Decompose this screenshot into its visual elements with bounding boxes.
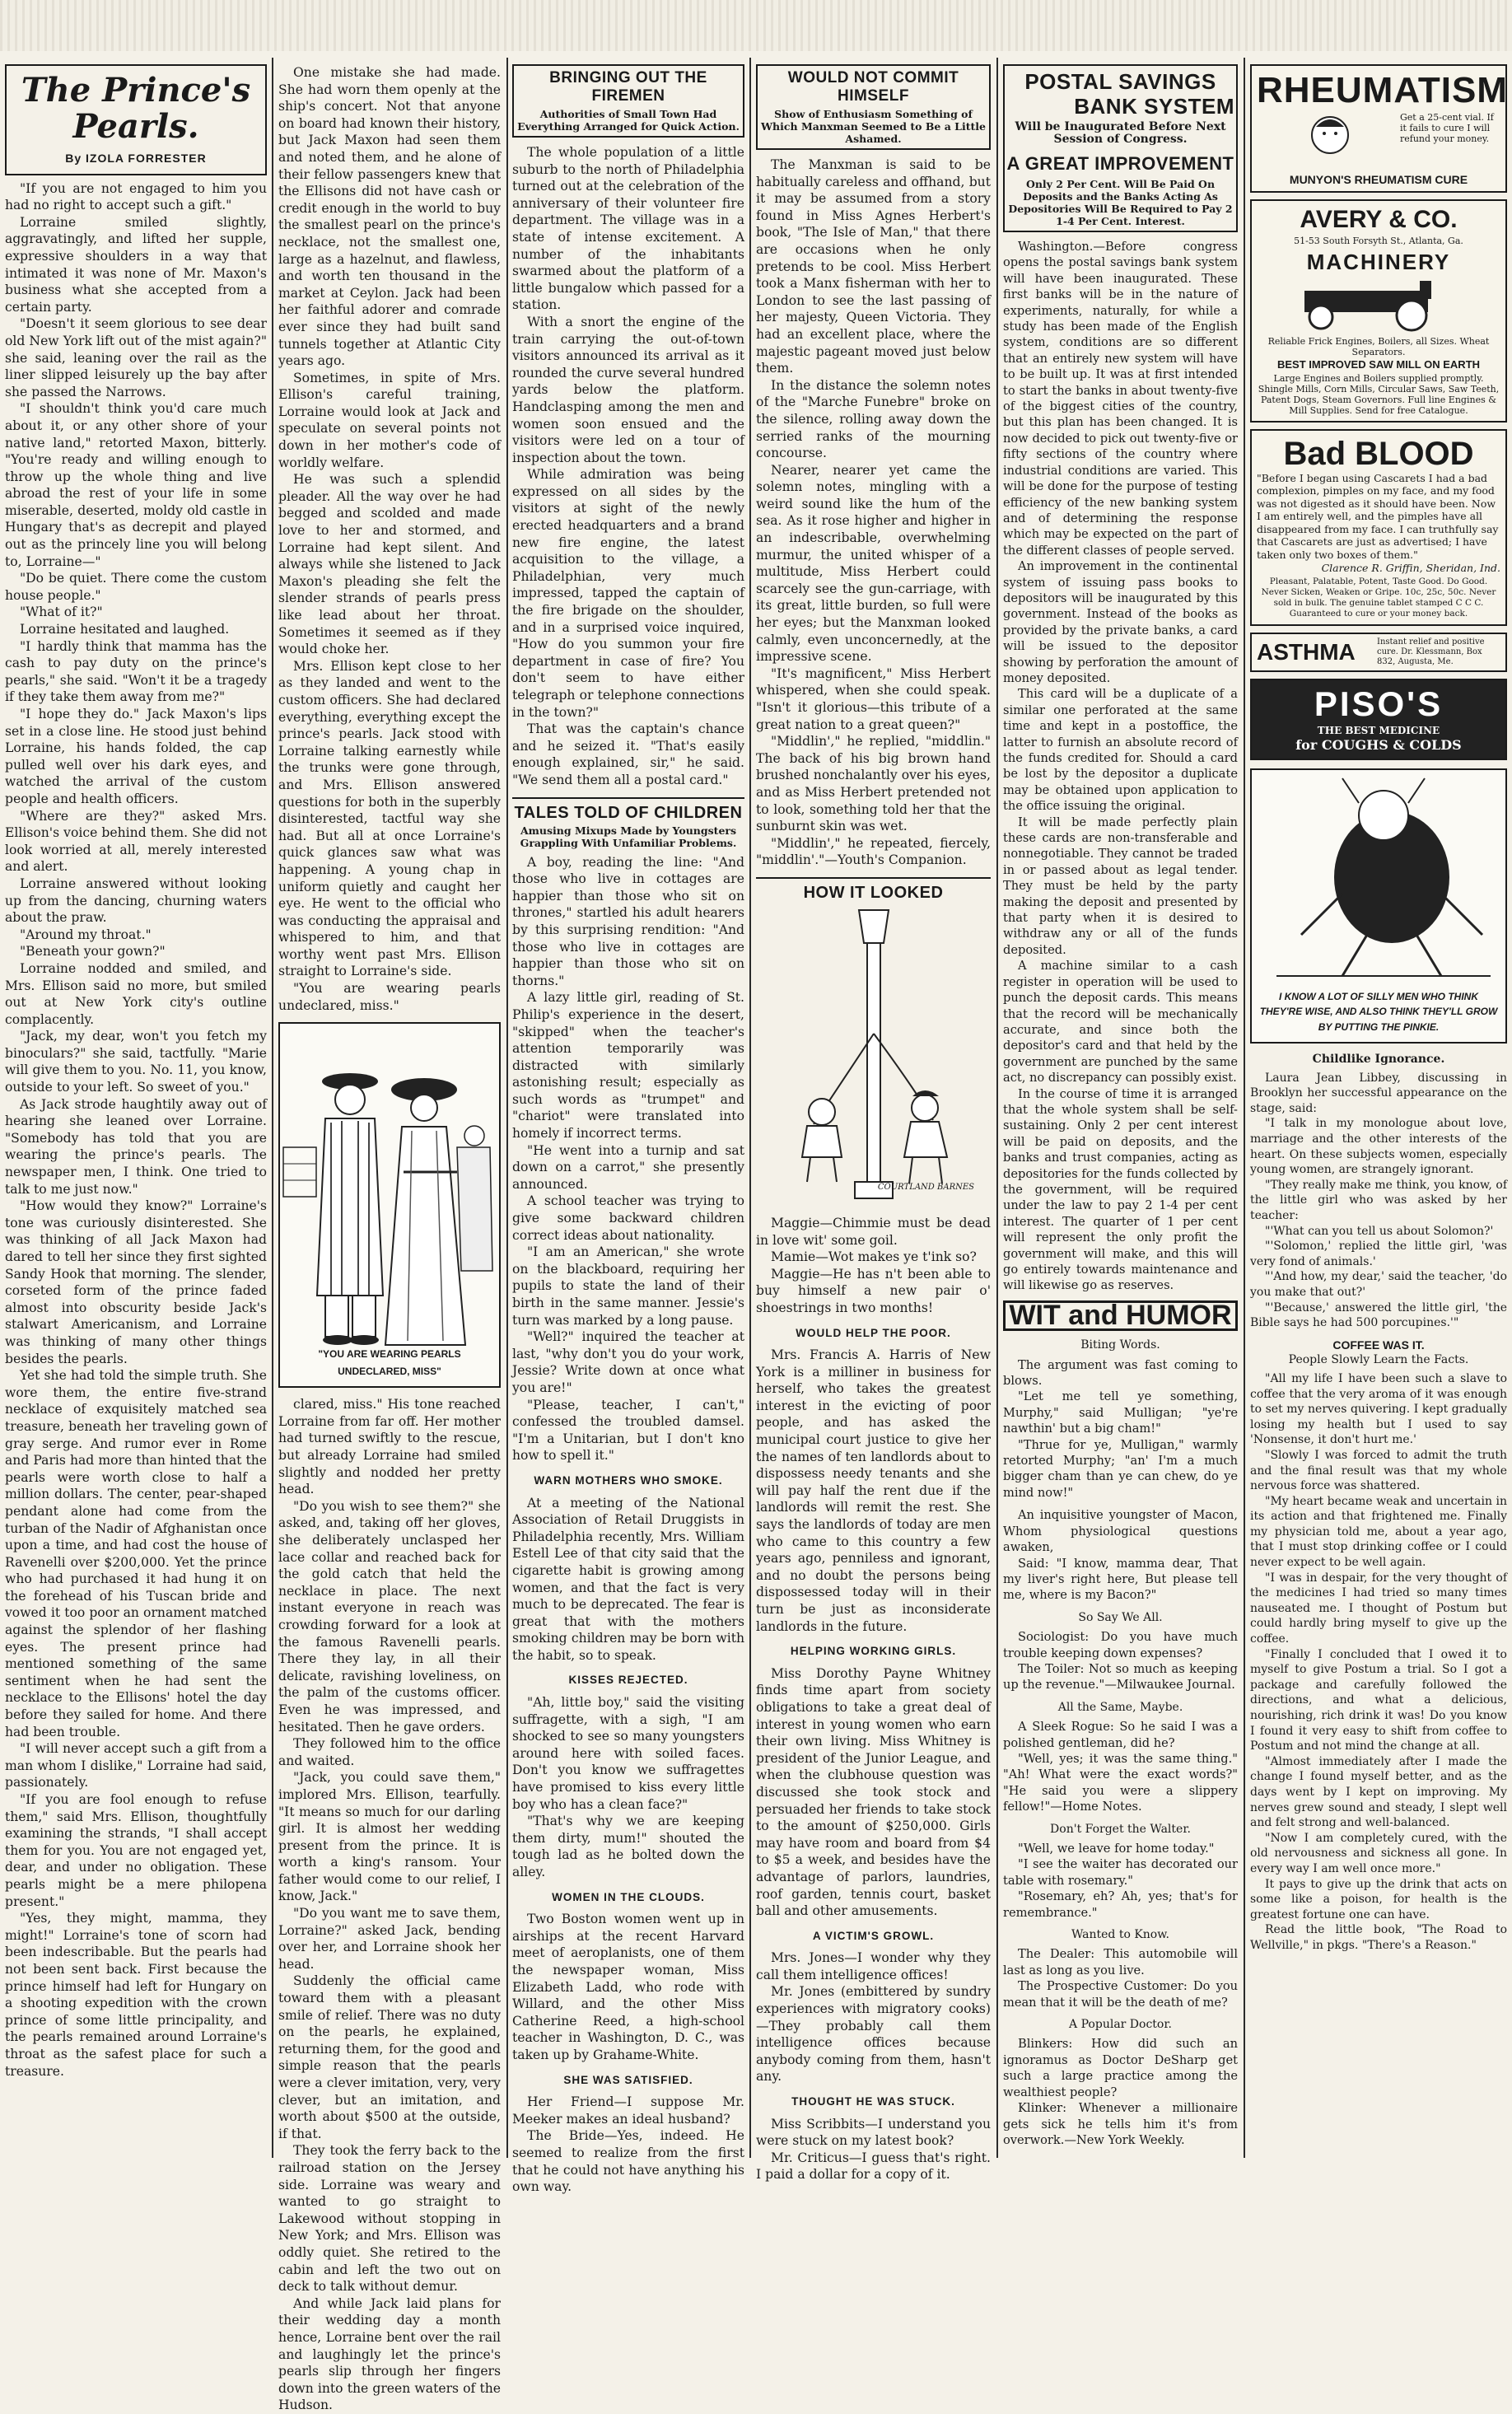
paragraph: Mrs. Ellison kept close to her as they landed and went to the custom officers. She had declared everything, everything except the prince's pearls. Jack stood with Lorraine talking earnestly while the trunks were gone through, and Mrs. Ellison answered questions for both in the superbly disinterested, tactful way she had. But all at once Lorraine's quick glances saw what was happening. A young chap in uniform quietly and caught her eye. He went to the official who was conducting the appraisal and whispered to him, and that worthy went past Mrs. Ellison straight to Lorraine's side. (278, 658, 501, 979)
story-title-box (5, 64, 267, 175)
firemen-subhead: Authorities of Small Town Had Everything Arranged for Quick Action. (517, 108, 740, 133)
paragraph: "Yes, they might, mamma, they might!" Lorraine's tone of scorn had been indescribable. But the pearls had not been sent back. First because the prince himself had left for Hungary on a shooting expedition with the crown prince of some little principality, and the pearls remained around Lorraine's throat as the safest place for such a treasure. (5, 1911, 267, 2079)
column-rule (272, 58, 273, 2158)
paragraph: "Please, teacher, I can't," confessed the troubled damsel. "I'm a Unitarian, but I don't kno how to spell it." (512, 1397, 744, 1464)
paragraph: "I am an American," she wrote on the blackboard, requiring her pupils to state the land of their birth in the same manner. Jessie's turn was marked by a long pause. (512, 1244, 744, 1328)
postal-headline-2: BANK SYSTEM (1074, 94, 1234, 119)
paragraph: Maggie—Chimmie must be dead in love wit' some goil. (756, 1215, 991, 1248)
story-continued (278, 64, 501, 1014)
cartoon (756, 910, 991, 1207)
paragraph: The Dealer: This automobile will last as long as you live. (1003, 1947, 1238, 1977)
paragraph: Said: "I know, mamma dear, That my liver's right here, But please tell me, where is my Bacon?" (1003, 1556, 1238, 1603)
paragraph: "Well, we leave for home today." (1018, 1842, 1215, 1856)
stuck-story (756, 2116, 991, 2183)
paragraph: It pays to give up the drink that acts on some like a poison, for health is the greatest fortune one can have. (1250, 1877, 1507, 1921)
paragraph: "Middlin'," he repeated, fiercely, "middlin'."—Youth's Companion. (756, 835, 991, 868)
paragraph: Sometimes, in spite of Mrs. Ellison's careful training, Lorraine would look at Jack and speculate on several points not down in her mother's code of worldly welfare. (278, 370, 501, 470)
paragraph: Mr. Jones (embittered by sundry experiences with migratory cooks)—They probably call them intelligence offices because anybody coming from them, hasn't any. (756, 1984, 991, 2085)
coffee-story (1250, 1371, 1507, 1954)
paragraph: Blinkers: How did such an ignoramus as Doctor DeSharp get such a large practice among the wealthiest people? (1003, 2037, 1238, 2099)
paragraph: A lazy little girl, reading of St. Philip's experience in the desert, "skipped" when the teacher's attention temporarily was distracted with similarly astonishing result; especially as such words as "trumpet" and "chariot" were translated into homely if incorrect terms. (512, 990, 744, 1142)
paragraph: They took the ferry back to the railroad station on the Jersey side. Lorraine was weary and wanted to go straight to Lakewood without stopping in New York; and Mrs. Ellison was oddly quiet. She retired to the cabin and left the two out on deck to talk without demur. (278, 2143, 501, 2295)
paragraph: The Manxman is said to be habitually careless and offhand, but it may be assumed from a story found in Miss Agnes Herbert's book, "The Isle of Man," that there are occasions when he only pretends to be cool. Miss Herbert took a Manx fisherman with her to London to see the last passing of her majesty, Queen Victoria. They had an excellent place, where the majestic pageant moved just below them. (756, 157, 991, 376)
tales-story (512, 854, 744, 1464)
postal-headline-1: POSTAL SAVINGS (1024, 69, 1216, 94)
pisos-ad (1250, 679, 1507, 760)
paragraph: "Where are they?" asked Mrs. Ellison's voice behind them. She did not look worried at all, merely interested and alert. (5, 808, 267, 875)
paragraph: Read the little book, "The Road to Wellville," in pkgs. "There's a Reason." (1250, 1923, 1507, 1952)
paragraph: This card will be a duplicate of a similar one perforated at the same time and kept in a postoffice, the latter to furnish an absolute record of the funds credited for. Should a card be lost by the depositor a duplicate may be obtained upon application to the office issuing the original. (1003, 687, 1238, 814)
paragraph: "Let me tell ye something, Murphy," said Mulligan; "ye're nawthin' but a big cham!" (1003, 1389, 1238, 1436)
paragraph: "I will never accept such a gift from a man whom I dislike," Lorraine had said, passionately. (5, 1741, 267, 1791)
tales-headline: TALES TOLD OF CHILDREN (514, 803, 743, 822)
paragraph: "If you are fool enough to refuse them," said Mrs. Ellison, thoughtfully examining the strands, "I shall accept them for you. You are not engaged yet, dear, and under no obligation. These pearls might be a mere philopena present." (5, 1792, 267, 1909)
lamppost-cartoon-icon (756, 910, 991, 1207)
paragraph: "I was in despair, for the very thought of the medicines I had tried so many times nauseated me. I thought of Postum but could hardly bring myself to give up the coffee. (1250, 1571, 1507, 1646)
paragraph: "Well, yes; it was the same thing." "Ah! What were the exact words?" "He said you were a slippery fellow!"—Home Notes. (1003, 1751, 1238, 1814)
avery-text-2: Large Engines and Boilers supplied promptly. Shingle Mills, Corn Mills, Circular Saws, Saw Teeth, Patent Dogs, Steam Governors. Full line Engines & Mill Supplies. Send for free Catalogue. (1258, 372, 1500, 416)
coffee-subhead: People Slowly Learn the Facts. (1288, 1353, 1469, 1367)
cascarets-ad (1250, 429, 1507, 626)
paragraph: "All my life I have been such a slave to coffee that the very aroma of it was enough to set my nerves quivering. I kept gradually losing my health but I used to say 'Nonsense, it don't hurt me.' (1250, 1371, 1507, 1447)
postal-headline-box (1003, 64, 1238, 232)
smoke-story (512, 1495, 744, 1665)
avery-machinery: MACHINERY (1306, 249, 1451, 274)
paragraph: "I see the waiter has decorated our table with rosemary." (1003, 1857, 1238, 1888)
paragraph: With a snort the engine of the train carrying the out-of-town visitors announced its arrival as it rounded the curve several hundred yards below the platform. Handclasping among the men and women soon ensued and the visitors were led on a tour of inspection about the town. (512, 314, 744, 465)
cascarets-signature: Clarence R. Griffin, Sheridan, Ind. (1321, 562, 1500, 575)
asthma-ad (1250, 633, 1507, 672)
paragraph: He was such a splendid pleader. All the way over he had begged and scolded and made love to her and stormed, and Lorraine had kept silent. And always while she listened to Jack Maxon's pleading she felt the slender strands of pearls press like lead about her throat. Sometimes it seemed as if they would choke her. (278, 472, 501, 657)
paragraph: Her Friend—I suppose Mr. Meeker makes an ideal husband? (512, 2094, 744, 2127)
munyon-product: MUNYON'S RHEUMATISM CURE (1289, 173, 1468, 187)
manxman-headline: WOULD NOT COMMIT HIMSELF (787, 69, 959, 105)
manxman-story (756, 156, 991, 869)
girls-headline: HELPING WORKING GIRLS. (790, 1645, 957, 1658)
paragraph: "You are wearing pearls undeclared, miss." (278, 981, 501, 1013)
bug-cartoon-icon (1252, 770, 1505, 984)
paragraph: "'And how, my dear,' said the teacher, 'do you make that out?' (1250, 1270, 1507, 1299)
column-2 (278, 64, 501, 2413)
inquisitive-verse (1003, 1507, 1238, 1603)
paragraph: A boy, reading the line: "And those who live in cottages are happier than those who sit on thrones," startled his adult hearers by this surprising rendition: "And those who live in cottages are happier than those who sit on thorns." (512, 854, 744, 988)
bad-blood-title: Bad BLOOD (1283, 435, 1474, 472)
childlike-headline: Childlike Ignorance. (1312, 1053, 1445, 1067)
manxman-subhead: Show of Enthusiasm Something of Which Manxman Seemed to Be a Little Ashamed. (761, 108, 986, 145)
paragraph: The Toiler: Not so much as keeping up the revenue."—Milwaukee Journal. (1003, 1661, 1238, 1693)
same-story (1003, 1719, 1238, 1814)
clouds-headline: WOMEN IN THE CLOUDS. (552, 1890, 705, 1903)
paragraph: "'Solomon,' replied the little girl, 'was very fond of animals.' (1250, 1240, 1507, 1268)
postal-subhead: Will be Inaugurated Before Next Session of Congress. (1015, 120, 1226, 146)
paragraph: While admiration was being expressed on all sides by the visitors at sight of the newly erected headquarters and a brand new fire engine, the latest acquisition to the village, a Philadelphian, very much impressed, tapped the captain of the fire brigade on the shoulder, and in a surprised voice inquired, "How do you summon your fire department in case of fire? You don't seem to have either telegraph or telephone connections in the town?" (512, 467, 744, 720)
munyon-ad (1250, 64, 1507, 193)
munyon-portrait-icon (1301, 112, 1359, 161)
cascarets-fineprint: Pleasant, Palatable, Potent, Taste Good. Do Good. Never Sicken, Weaken or Gripe. 10c, 25c, 50c. Never sold in bulk. The genuine tablet stamped C C C. Guaranteed to cure or your money back. (1261, 576, 1496, 619)
paragraph: "My heart became weak and uncertain in its action and that frightened me. Finally my physician told me, about a year ago, that I must stop drinking coffee or I could never expect to be well again. (1250, 1494, 1507, 1570)
paragraph: "I talk in my monologue about love, marriage and the other interests of the heart. On these subjects women, especially young women, are strangely ignorant. (1250, 1117, 1507, 1177)
paragraph: Miss Scribbits—I understand you were stuck on my latest book? (756, 2116, 991, 2149)
story-byline: By IZOLA FORRESTER (65, 152, 207, 165)
firemen-story (512, 144, 744, 789)
firemen-headline-box (512, 64, 744, 138)
forget-story (1003, 1841, 1238, 1921)
paragraph: "Do be quiet. There come the custom house people." (5, 571, 267, 603)
asthma-text: Instant relief and positive cure. Dr. Klessmann, Box 832, Augusta, Me. (1377, 637, 1485, 666)
story-title: The Prince's Pearls. (21, 71, 251, 146)
paragraph: "Around my throat." (20, 927, 152, 942)
story-illustration (278, 1022, 501, 1388)
how-it-looked-dialogue (756, 1215, 991, 1317)
column-rule (1244, 58, 1245, 2158)
paragraph: And while Jack laid plans for their wedding day a month hence, Lorraine bent over the rail and laughingly let the prince's pearls slip through her fingers down into the green waters of the Hudson. (278, 2295, 501, 2413)
paragraph: clared, miss." His tone reached Lorraine from far off. Her mother had turned swiftly to the rescue, but already Lorraine had smiled slightly and nodded her pretty head. (278, 1397, 501, 1497)
paragraph: Maggie—He has n't been able to buy himself a new pair o' shoestrings in two months! (756, 1266, 991, 1315)
firemen-headline: BRINGING OUT THE FIREMEN (549, 69, 707, 105)
childlike-story (1250, 1071, 1507, 1331)
column-rule (749, 58, 751, 2158)
paragraph: "Rosemary, eh? Ah, yes; that's for remembrance." (1003, 1889, 1238, 1920)
paragraph: "Jack, my dear, won't you fetch my binoculars?" she said, tactfully. "Marie will give them to you. No. 11, you know, outside to your left. So sweet of you." (5, 1029, 267, 1095)
paragraph: "Middlin'," he replied, "middlin." The back of his big brown hand brushed nonchalantly over his eyes, and as Miss Herbert pretended not to look, something told her that the sunburnt skin was wet. (756, 734, 991, 834)
postal-story (1003, 239, 1238, 1294)
column-rule (996, 58, 998, 2158)
paragraph: "Slowly I was forced to admit the truth and the final result was that my whole nervous force was shattered. (1250, 1448, 1507, 1493)
tales-subhead: Amusing Mixups Made by Youngsters Grappling With Unfamiliar Problems. (520, 824, 737, 849)
say-headline: So Say We All. (1078, 1610, 1163, 1624)
paragraph: Miss Dorothy Payne Whitney finds time apart from society obligations to take a great deal of interest in young women who earn their own living. Miss Whitney is president of the Junior League, and when the clubhouse question was discussed she took stock and persuaded her friends to take stock to the amount of $250,000. Girls may have room and board from $4 to $5 a week, and besides have the advantage of parlors, laundries, roof garden, tennis court, basket ball and other amusements. (756, 1665, 991, 1919)
paragraph: "I hardly think that mamma has the cash to pay duty on the prince's pearls," she said. "Won't it be a tragedy if they take them away from me?" (5, 638, 267, 705)
paragraph: Laura Jean Libbey, discussing in Brooklyn her successful appearance on the stage, said: (1250, 1071, 1507, 1115)
paragraph: "What of it?" (20, 605, 103, 620)
paragraph: "Beneath your gown?" (20, 944, 166, 960)
kisses-story (512, 1694, 744, 1881)
avery-sawmill: BEST IMPROVED SAW MILL ON EARTH (1276, 358, 1481, 371)
paragraph: "Ah, little boy," said the visiting suffragette, with a sigh, "I am shocked to see so many youngsters around here with soiled faces. Don't you know we suffragettes have promised to kiss every little boy who has a clean face?" (512, 1695, 744, 1812)
growl-story (756, 1949, 991, 2085)
avery-ad (1250, 199, 1507, 423)
paragraph: Two Boston women went up in airships at the recent Harvard meet of aeroplanists, one of them the newspaper woman, Miss Elizabeth Ladd, who rode with Willard, and the other Miss Catherine Reed, a high-school teacher in Washington, D. C., was taken up by Grahame-White. (512, 1912, 744, 2062)
paragraph: The Prospective Customer: Do you mean that it will be the death of me? (1003, 1979, 1238, 2010)
cartoon-signature: COURTLAND BARNES (877, 1183, 974, 1193)
paragraph: Washington.—Before congress opens the postal savings bank system will have been inaugurated. These first banks will be in the nature of experiments, naturally, for while a study has been made of the English system, conditions are so different that an entirely new system will have to be built up. It was at first intended to start the banks in about twenty-five of the biggest cities of the country, but this plan has been changed. It is now decided to pick out twenty-five or fifty sections of the country where industrial conditions are varied. This will be done for the purpose of testing efficiency of the new banking system and of determining the response which may be expected on the part of the different classes of people served. (1003, 240, 1238, 558)
paragraph: "Do you want me to save them, Lorraine?" asked Jack, bending over her, and Lorraine shook her head. (278, 1906, 501, 1972)
paragraph: "Almost immediately after I made the change I found myself better, and as the days went by I kept on improving. My nerves grew sound and steady, I slept well and felt strong and well-balanced. (1250, 1754, 1507, 1830)
coffee-headline: COFFEE WAS IT. (1332, 1338, 1425, 1352)
pisos-tagline: THE BEST MEDICINE (1317, 724, 1440, 736)
clouds-story (512, 1911, 744, 2063)
avery-text: Reliable Frick Engines, Boilers, all Sizes. Wheat Separators. (1267, 336, 1490, 358)
bug-cartoon-caption: I KNOW A LOT OF SILLY MEN WHO THINK THEY'RE WISE, AND ALSO THINK THEY'LL GROW BY PUTTING THE PINKIE. (1259, 990, 1498, 1033)
story-body (5, 180, 267, 2080)
stuck-headline: THOUGHT HE WAS STUCK. (791, 2095, 955, 2108)
paragraph: Lorraine smiled slightly, aggravatingly, and lifted her supple, expressive shoulders in a way that intimated it was none of Mr. Maxon's business what she accepted from a certain party. (5, 214, 267, 315)
paragraph: "That's why we are keeping them dirty, mum!" shouted the tough lad as he bolted down the alley. (512, 1814, 744, 1879)
paragraph: "They really make me think, you know, of the little girl who was asked by her teacher: (1250, 1178, 1507, 1222)
wanted-headline: Wanted to Know. (1071, 1928, 1170, 1942)
paragraph: Mrs. Francis A. Harris of New York is a milliner in business for herself, who takes the greatest interest in the evicting of poor people, and has asked the municipal court justice to give her the names of ten landlords about to dispossess needy tenants and she will pay half the rent due if the landlords will remit the rest. She says the landlords of today are men who came to this country a few years ago, penniless and ignorant, and no doubt the persons being dispossessed today will in their turn be just as inconsiderate landlords in the future. (756, 1347, 991, 1634)
paragraph: In the course of time it is arranged that the whole system shall be self-sustaining. Only 2 per cent interest will be paid on deposits, and the banks and trust companies, acting as depositories for the funds collected by the government, will be required under the law to pay 2 1-4 per cent interest. The quarter of 1 per cent will represent the only profit the government will make, and this will go entirely towards maintenance and will likewise go as reserves. (1003, 1086, 1238, 1293)
bug-cartoon (1250, 768, 1507, 1044)
biting-headline: Biting Words. (1080, 1338, 1160, 1352)
paragraph: Lorraine nodded and smiled, and Mrs. Ellison said no more, but smiled out at New York city's outline complacently. (5, 960, 267, 1027)
paragraph: Klinker: Whenever a millionaire gets sick he tells him it's from overwork.—New York Weekly. (1003, 2101, 1238, 2147)
doctor-headline: A Popular Doctor. (1069, 2018, 1172, 2032)
paragraph: They followed him to the office and waited. (278, 1736, 501, 1768)
avery-address: 51-53 South Forsyth St., Atlanta, Ga. (1294, 236, 1463, 246)
paragraph: Mr. Criticus—I guess that's right. I paid a dollar for a copy of it. (756, 2150, 991, 2183)
munyon-guarantee: Get a 25-cent vial. If it fails to cure I will refund your money. (1400, 112, 1494, 144)
avery-title: AVERY & CO. (1300, 206, 1458, 233)
paragraph: Mamie—Wot makes ye t'ink so? (771, 1249, 977, 1265)
rheumatism-title: RHEUMATISM (1257, 70, 1508, 110)
paragraph: A Sleek Rogue: So he said I was a polished gentleman, did he? (1003, 1720, 1238, 1750)
paragraph: "How would they know?" Lorraine's tone was curiously disinterested. She was thinking of all Jack Maxon had dared to tell her since they first sighted Sandy Hook that morning. The slender, corseted form of the prince faded almost into obscurity beside Jack's stalwart Americanism, and Lorraine was thinking of many other things besides the pearls. (5, 1198, 267, 1366)
how-it-looked-headline: HOW IT LOOKED (803, 883, 944, 902)
satisfied-headline: SHE WAS SATISFIED. (563, 2073, 693, 2086)
paragraph: "'Because,' answered the little girl, 'the Bible says he had 500 porcupines.'" (1250, 1300, 1507, 1330)
paragraph: Nearer, nearer yet came the solemn notes, mingling with a weird sound like the hum of the sea. As it rose higher and higher in an indescribable, overwhelming murmur, the united whisper of a multitude, Miss Herbert could scarcely see the gun-carriage, with its great, little burden, so full were her eyes; but the Manxman looked calmly, even unconcernedly, at the impressive scene. (756, 462, 991, 665)
paragraph: It will be made perfectly plain these cards are non-transferable and nonnegotiable. They cannot be traded in or passed about as legal tender. They must be held by the party making the deposit and presented by that party when it is desired to withdraw any or all of the funds deposited. (1003, 815, 1238, 957)
manxman-headline-box (756, 64, 991, 150)
wit-and-humor-banner: WIT and HUMOR (1003, 1300, 1238, 1331)
column-5 (1003, 64, 1238, 2155)
paragraph: Suddenly the official came toward them with a pleasant smile of relief. There was no duty on the pearls, he explained, returning them, for the good and simple reason that the pearls were a clever imitation, very, very clever, but an imitation, and worth about $500 at the outside, if that. (278, 1973, 501, 2141)
column-rule (506, 58, 508, 2158)
poor-headline: WOULD HELP THE POOR. (796, 1326, 951, 1339)
couple-illustration-icon (280, 1024, 499, 1386)
paragraph: "If you are not engaged to him you had no right to accept such a gift." (5, 180, 267, 213)
paragraph: In the distance the solemn notes of the "Marche Funebre" broke on the silence, rolling away down the serried ranks of the mourning concourse. (756, 377, 991, 461)
paragraph: Sociologist: Do you have much trouble keeping down expenses? (1003, 1630, 1238, 1660)
wanted-story (1003, 1946, 1238, 2010)
paragraph: At a meeting of the National Association of Retail Druggists in Philadelphia recently, Mrs. William Estell Lee of that city said that the cigarette habit is growing among women, and that the fact is very much to be deprecated. The fear is great that with the mothers smoking children may be born with the habit, so to speak. (512, 1495, 744, 1663)
paragraph: "Do you wish to see them?" she asked, and, taking off her gloves, she deliberately unclasped her lace collar and reached back for the gold catch that held the necklace in place. The next instant everyone in reach was crowding forward for a look at the famous Ravenelli pearls. There they lay, in all their delicate, ravishing loveliness, on the palm of the customs officer. Even he was impressed, and hesitated. Then he gave orders. (278, 1498, 501, 1735)
column-6 (1250, 64, 1507, 2155)
pisos-coughs: for COUGHS & COLDS (1295, 737, 1462, 754)
biting-story (1003, 1357, 1238, 1501)
forget-headline: Don't Forget the Walter. (1050, 1822, 1191, 1836)
paragraph: A machine similar to a cash register in operation will be used to punch the deposit cards. This means that the record will be mechanically accurate, and since both the depositor's card and that held by the government are punched by the same act, no discrepancy can possibly exist. (1003, 959, 1238, 1086)
paragraph: An inquisitive youngster of Macon, Whom physiological questions awaken, (1003, 1508, 1238, 1555)
column-1 (5, 64, 267, 2155)
same-headline: All the Same, Maybe. (1057, 1700, 1183, 1714)
paragraph: The argument was fast coming to blows. (1003, 1357, 1238, 1389)
paragraph: "It's magnificent," Miss Herbert whispered, when she could speak. "Isn't it glorious—this tribute of a great nation to a great queen?" (756, 665, 991, 732)
paragraph: An improvement in the continental system of issuing pass books to depositors will be inaugurated by this government. Instead of the books as provided by the private banks, a card will be issued to the depositor showing by perforation the amount of money deposited. (1003, 559, 1238, 685)
paragraph: "Jack, you could save them," implored Mrs. Ellison, tearfully. "It means so much for our darling girl. It is almost her wedding present from the prince. It is worth a king's ransom. Your father would come to our relief, I know, Jack." (278, 1770, 501, 1904)
postal-subhead-2: Only 2 Per Cent. Will Be Paid On Deposits and the Banks Acting As Depositories Will Be Required to Pay 2 1-4 Per Cent. Interest. (1008, 178, 1233, 227)
illustration-caption: "YOU ARE WEARING PEARLS UNDECLARED, MISS" (318, 1348, 461, 1377)
paragraph: As Jack strode haughtily away out of hearing she leaned over Lorraine. "Somebody has told that you are wearing the prince's pearls. The newspaper men, I think. One tried to talk to me just now." (5, 1096, 267, 1197)
paragraph: "I shouldn't think you'd care much about it, or any other shore of your native land," retorted Maxon, bitterly. "You're ready and willing enough to throw up the whole thing and live abroad the rest of your life in some miserable, deserted, moldy old castle in Hungary that's as decrepit and played out as the princely line you will belong to, Lorraine—" (5, 401, 267, 569)
postal-headline-3: A GREAT IMPROVEMENT (1006, 153, 1234, 174)
story-conclusion (278, 1396, 501, 2414)
asthma-title: ASTHMA (1257, 638, 1356, 665)
paragraph: "I hope they do." Jack Maxon's lips set in a close line. He stood just behind Lorraine, his hands folded, the cap pulled well over his dark eyes, and watched the arrival of the custom people and health officers. (5, 707, 267, 806)
poor-story (756, 1347, 991, 1635)
kisses-headline: KISSES REJECTED. (568, 1674, 688, 1687)
paragraph: "'What can you tell us about Solomon?' (1265, 1224, 1494, 1238)
paragraph: The Bride—Yes, indeed. He seemed to realize from the first that he could not have anything his own way. (512, 2128, 744, 2195)
paragraph: "Doesn't it seem glorious to see dear old New York lift out of the mist again?" she said, leaning over the rail as the liner slipped leisurely up the bay after she passed the Narrows. (5, 316, 267, 399)
column-3 (512, 64, 744, 2195)
paragraph: "Finally I concluded that I owed it to myself to give Postum a trial. So I got a package and carefully followed the directions, and what a delicious, nourishing, rich drink it was! Do you know I found it very easy to shift from coffee to Postum and not mind the change at all. (1250, 1647, 1507, 1753)
growl-headline: A VICTIM'S GROWL. (812, 1929, 935, 1942)
paragraph: The whole population of a little suburb to the north of Philadelphia turned out at the celebration of the anniversary of their volunteer fire department. The village was in a state of intense excitement. A number of the inhabitants swarmed about the platform of a little bungalow which passed for a station. (512, 145, 744, 313)
paragraph: Yet she had told the simple truth. She wore them, the entire five-strand necklace of exquisitely matched sea treasure, beneath her traveling gown of gray serge. And rumor ever in Rome and Paris had more than hinted that the pearls were worth close to half a million dollars. The center, pear-shaped pendant alone had come from the turban of the Nadir of Afghanistan once upon a time, and had cost the house of Ravenelli over $200,000. Yet the prince who had purchased it had hung it on the forehead of his Tuscan bride and vowed it too poor an ornament matched against the splendor of her flashing eyes. The present prince had mentioned something of the same sentiment when he had sent the necklace to the Ellisons' hotel the day before they sailed for home. And there had been trouble. (5, 1368, 267, 1739)
paragraph: "He went into a turnip and sat down on a carrot," she presently announced. (512, 1142, 744, 1192)
smoke-headline: WARN MOTHERS WHO SMOKE. (534, 1473, 723, 1487)
paragraph: Lorraine answered without looking up from the dancing, churning waters about the praw. (5, 875, 267, 926)
paragraph: One mistake she had made. She had worn them openly at the ship's concert. Not that anyone on board had known their history, but Jack Maxon had seen them and noted them, and he alone of their fellow passengers knew that the Ellisons did not have cash or credit enough in the world to buy the smallest pearl on the prince's necklace, not the smallest one, large as a hazelnut, and flawless, and worth ten thousand in the market at Ceylon. Jack had been her faithful adorer and comrade ever since they had built sand tunnels together at Atlantic City years ago. (278, 65, 501, 369)
paragraph: "Well?" inquired the teacher at last, "why don't you do your work, Jessie? Write down at once what you are!" (512, 1329, 744, 1395)
satisfied-story (512, 2094, 744, 2196)
paragraph: Lorraine hesitated and laughed. (20, 622, 230, 637)
page-top-margin (0, 0, 1512, 51)
column-4 (756, 64, 991, 2183)
girls-story (756, 1665, 991, 1920)
paragraph: "Thrue for ye, Mulligan," warmly retorted Murphy; "an' I'm a much bigger cham than ye can chew, do ye mind now!" (1003, 1437, 1238, 1500)
cascarets-testimonial: "Before I began using Cascarets I had a bad complexion, pimples on my face, and my food was not digested as it should have been. Now I am entirely well, and the pimples have all disappeared from my face. I can truthfully say that Cascarets are just as advertised; I have taken only two boxes of them." (1257, 471, 1499, 561)
steam-engine-icon (1272, 274, 1486, 332)
doctor-story (1003, 2036, 1238, 2148)
paragraph: "Now I am completely cured, with the old nervousness and sickness all gone. In every way I am well once more." (1250, 1831, 1507, 1875)
paragraph: Mrs. Jones—I wonder why they call them intelligence offices! (756, 1950, 991, 1982)
pisos-title: PISO'S (1314, 684, 1444, 723)
paragraph: A school teacher was trying to give some backward children correct ideas about nationality. (512, 1193, 744, 1243)
say-story (1003, 1629, 1238, 1693)
paragraph: That was the captain's chance and he seized it. "That's easily enough explained, sir," he said. "We send them all a postal card." (512, 721, 744, 787)
